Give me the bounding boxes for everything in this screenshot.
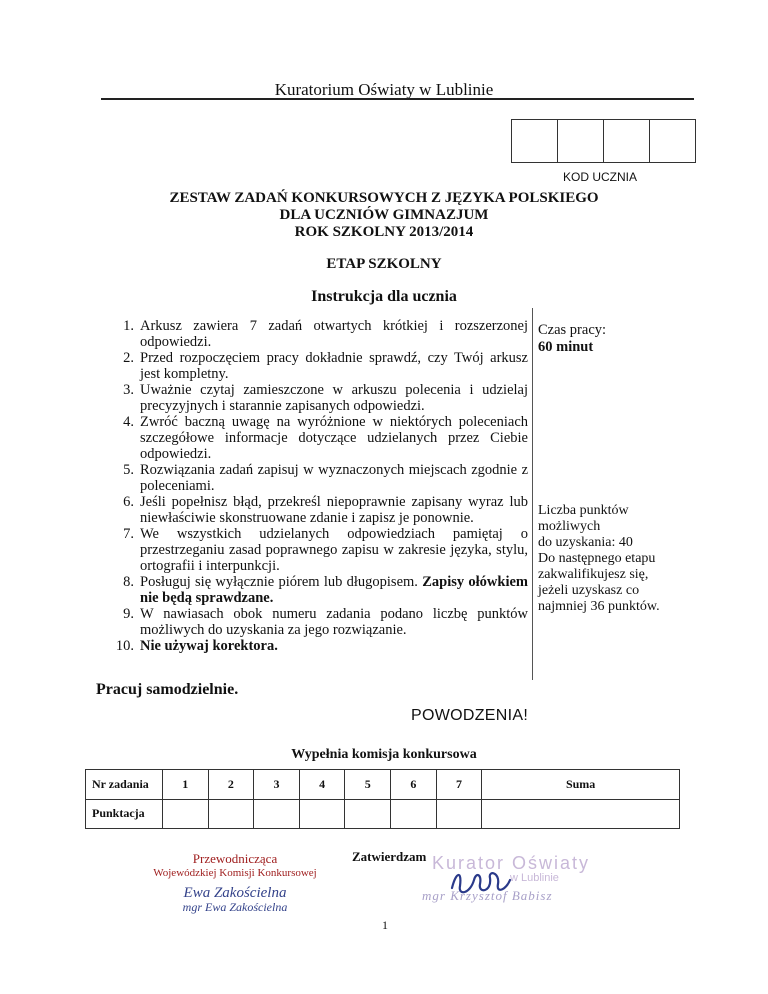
- table-header-cell: Suma: [482, 770, 680, 800]
- score-cell[interactable]: [482, 799, 680, 829]
- table-header-cell: 2: [208, 770, 254, 800]
- instruction-item: 4. Zwróć baczną uwagę na wyróżnione w niektórych poleceniach szczegółowe informacje dotyczące udzielanych przez Ciebie odpowiedzi.: [123, 414, 528, 462]
- header-title: Kuratorium Oświaty w Lublinie: [274, 80, 494, 99]
- table-row: [86, 770, 680, 800]
- instruction-item: 8. Posługuj się wyłącznie piórem lub długopisem. Zapisy ołówkiem nie będą sprawdzane.: [123, 574, 528, 606]
- student-code-box[interactable]: [511, 119, 696, 163]
- instructions-title: Instrukcja dla ucznia: [311, 288, 457, 305]
- stage-title: ETAP SZKOLNY: [326, 256, 442, 272]
- score-cell[interactable]: [163, 799, 209, 829]
- score-cell[interactable]: [299, 799, 345, 829]
- instruction-item: 3. Uważnie czytaj zamieszczone w arkuszu polecenia i udzielaj precyzyjnych i starannie zapisanych odpowiedzi.: [123, 382, 528, 414]
- instruction-item: 6. Jeśli popełnisz błąd, przekreśl niepoprawnie zapisany wyraz lub niewłaściwie skonstruowane zdanie i zapisz je ponownie.: [123, 494, 528, 526]
- table-header-cell: 4: [299, 770, 345, 800]
- instruction-item: 10. Nie używaj korektora.: [115, 638, 278, 654]
- table-header-cell: 6: [391, 770, 437, 800]
- table-header-cell: 5: [345, 770, 391, 800]
- table-header-cell: 3: [254, 770, 300, 800]
- chairperson-signature: Ewa Zakościelna: [183, 885, 287, 901]
- table-row-label: Punktacja: [86, 799, 163, 829]
- time-value: 60 minut: [538, 339, 594, 355]
- score-cell[interactable]: [208, 799, 254, 829]
- page-number: 1: [382, 918, 388, 932]
- exam-title-line: ZESTAW ZADAŃ KONKURSOWYCH Z JĘZYKA POLSKIEGO: [169, 190, 599, 206]
- student-code-label: KOD UCZNIA: [563, 170, 638, 184]
- score-cell[interactable]: [436, 799, 482, 829]
- score-cell[interactable]: [254, 799, 300, 829]
- table-header-cell: Nr zadania: [86, 770, 163, 800]
- column-divider: [532, 308, 533, 680]
- curator-stamp: Kurator Oświaty w Lublinie: [432, 853, 591, 884]
- chairperson-stamp: Przewodnicząca Wojewódzkiej Komisji Konkursowej Ewa Zakościelna mgr Ewa Zakościelna: [140, 852, 330, 914]
- points-info: Liczba punktów możliwych do uzyskania: 40 Do następnego etapu zakwalifikujesz się, jeżeli uzyskasz co najmniej 36 punktów.: [538, 503, 660, 614]
- table-header-cell: 1: [163, 770, 209, 800]
- instruction-item: 7. We wszystkich udzielanych odpowiedziach pamiętaj o przestrzeganiu zasad poprawnego zapisu w zakresie języka, stylu, ortografii i interpunkcji.: [123, 526, 528, 574]
- score-cell[interactable]: [345, 799, 391, 829]
- header-rule: [101, 98, 694, 100]
- student-code-cell[interactable]: [512, 120, 558, 162]
- instruction-item: 2. Przed rozpoczęciem pracy dokładnie sprawdź, czy Twój arkusz jest kompletny.: [123, 350, 528, 382]
- curator-signature-name: mgr Krzysztof Babisz: [422, 888, 553, 903]
- instruction-item: 9. W nawiasach obok numeru zadania podano liczbę punktów możliwych do uzyskania za jego rozwiązanie.: [123, 606, 528, 638]
- exam-title: [0, 190, 768, 241]
- score-cell[interactable]: [391, 799, 437, 829]
- committee-heading: Wypełnia komisja konkursowa: [291, 747, 477, 762]
- score-table: [85, 769, 680, 829]
- time-label: Czas pracy:: [538, 322, 607, 338]
- instruction-item: 5. Rozwiązania zadań zapisuj w wyznaczonych miejscach zgodnie z poleceniami.: [123, 462, 528, 494]
- work-alone-note: Pracuj samodzielnie.: [96, 681, 239, 698]
- exam-title-line: ROK SZKOLNY 2013/2014: [294, 224, 474, 240]
- student-code-cell[interactable]: [604, 120, 650, 162]
- table-row: [86, 799, 680, 829]
- student-code-cell[interactable]: [650, 120, 695, 162]
- student-code-cell[interactable]: [558, 120, 604, 162]
- approval-label: Zatwierdzam: [352, 849, 427, 864]
- instruction-item: 1. Arkusz zawiera 7 zadań otwartych krótkiej i rozszerzonej odpowiedzi.: [123, 318, 528, 350]
- instructions-list: [116, 318, 528, 654]
- exam-title-line: DLA UCZNIÓW GIMNAZJUM: [279, 207, 489, 223]
- table-header-cell: 7: [436, 770, 482, 800]
- good-luck: POWODZENIA!: [411, 707, 529, 724]
